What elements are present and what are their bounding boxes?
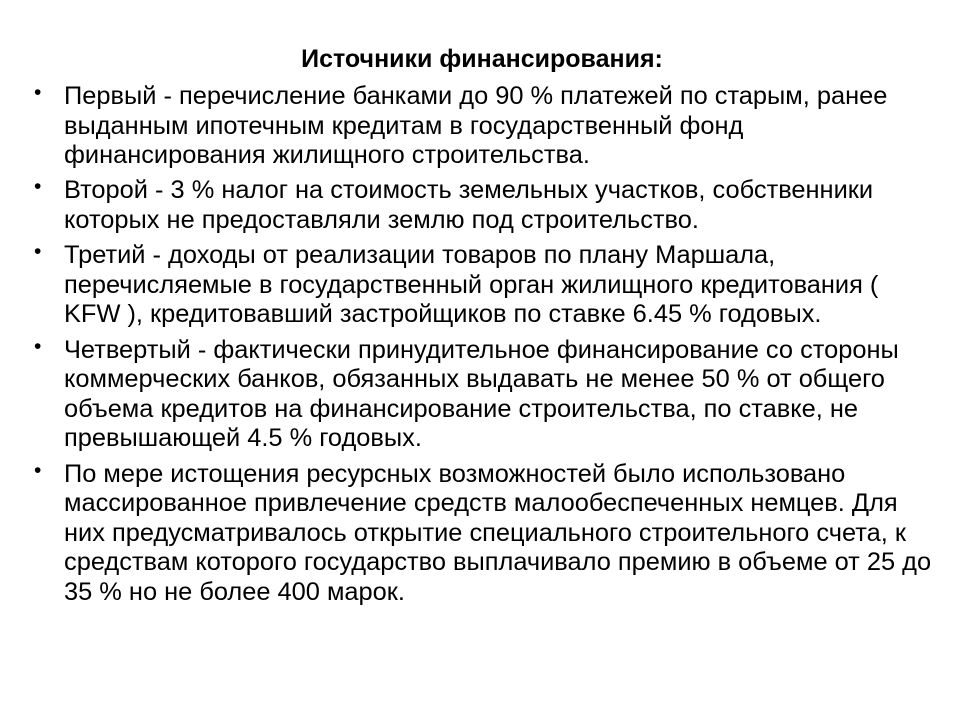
slide-title: Источники финансирования: <box>301 45 663 73</box>
bullet-item-1 <box>34 82 934 171</box>
bullet-dot-icon: • <box>34 334 42 358</box>
bullet-text: По мере истощения ресурсных возможностей было использовано массированное привлечение средств малообеспеченных немцев. Для них предусматривалось открытие специального строительного счета, к средствам которого государство выплачивало премию в объеме от 25 до 35 % но не более 400 марок. <box>64 459 932 606</box>
bullet-item-3 <box>34 241 934 330</box>
bullet-item-5 <box>34 460 934 608</box>
bullet-dot-icon: • <box>34 175 42 199</box>
bullet-text: Четвертый - фактически принудительное финансирование со стороны коммерческих банков, обязанных выдавать не менее 50 % от общего объема кредитов на финансирование строительства, по ставке, не превышающей 4.5 % годовых. <box>64 335 899 453</box>
bullet-item-4 <box>34 336 934 454</box>
bullet-item-2 <box>34 176 934 235</box>
bullet-text: Первый - перечисление банками до 90 % платежей по старым, ранее выданным ипотечным кредитам в государственный фонд финансирования жилищного строительства. <box>64 82 888 170</box>
bullet-list <box>34 82 934 613</box>
bullet-text: Второй - 3 % налог на стоимость земельных участков, собственники которых не предоставляли землю под строительство. <box>64 176 874 234</box>
bullet-dot-icon: • <box>34 458 42 482</box>
bullet-dot-icon: • <box>34 81 42 104</box>
bullet-text: Третий - доходы от реализации товаров по плану Маршала, перечисляемые в государственный орган жилищного кредитования ( KFW ), кредитовавший застройщиков по ставке 6.45 % годовых. <box>64 241 879 329</box>
bullet-dot-icon: • <box>34 240 42 264</box>
